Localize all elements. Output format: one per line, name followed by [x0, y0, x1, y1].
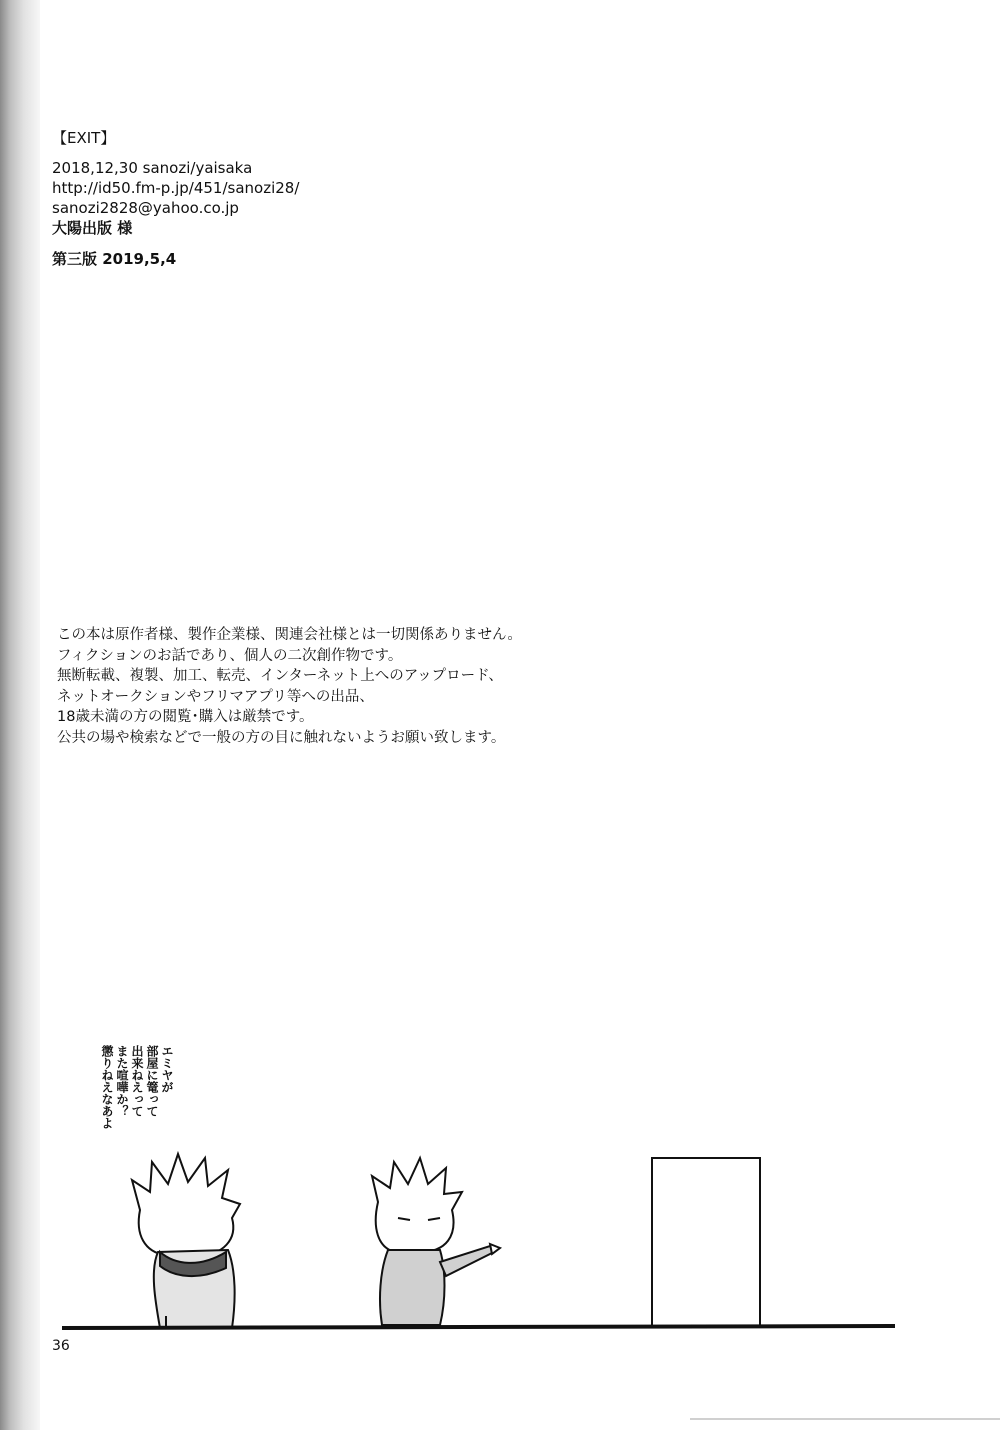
door: [652, 1158, 760, 1326]
book-title: 【EXIT】: [52, 129, 116, 147]
page-bottom-edge: [690, 1418, 1000, 1420]
notice-line: 18歳未満の方の閲覧･購入は厳禁です。: [57, 709, 314, 725]
right-character: [372, 1158, 500, 1325]
speech-column: また喧嘩か？: [115, 1045, 129, 1117]
page-number: 36: [52, 1338, 70, 1354]
disclaimer-notice: [57, 625, 522, 748]
notice-line: フィクションのお話であり、個人の二次創作物です。: [57, 647, 403, 664]
speech-column: エミヤが: [160, 1045, 174, 1093]
notice-line: この本は原作者様、製作企業様、関連会社様とは一切関係ありません。: [57, 627, 522, 643]
speech-column: 出来ねえって: [130, 1045, 144, 1117]
printer-name: 大陽出版 様: [52, 219, 133, 237]
speech-text: [100, 1045, 174, 1155]
date-author: 2018,12,30 sanozi/yaisaka: [52, 159, 253, 177]
floor-line: [62, 1326, 895, 1328]
speech-column: 部屋に篭って: [145, 1045, 159, 1117]
website-url: http://id50.fm-p.jp/451/sanozi28/: [52, 179, 300, 197]
speech-column: 懲りねえなあよ: [100, 1045, 114, 1129]
left-character: [132, 1154, 240, 1328]
email-address: sanozi2828@yahoo.co.jp: [52, 199, 239, 217]
notice-line: 公共の場や検索などで一般の方の目に触れないようお願い致します。: [57, 729, 506, 746]
colophon: [52, 128, 299, 238]
edition-line: 第三版 2019,5,4: [52, 250, 177, 268]
notice-line: ネットオークションやフリマアプリ等への出品、: [57, 688, 374, 705]
notice-line: 無断転載、複製、加工、転売、インターネット上へのアップロード、: [57, 668, 503, 684]
cartoon-illustration: [0, 1140, 1000, 1350]
